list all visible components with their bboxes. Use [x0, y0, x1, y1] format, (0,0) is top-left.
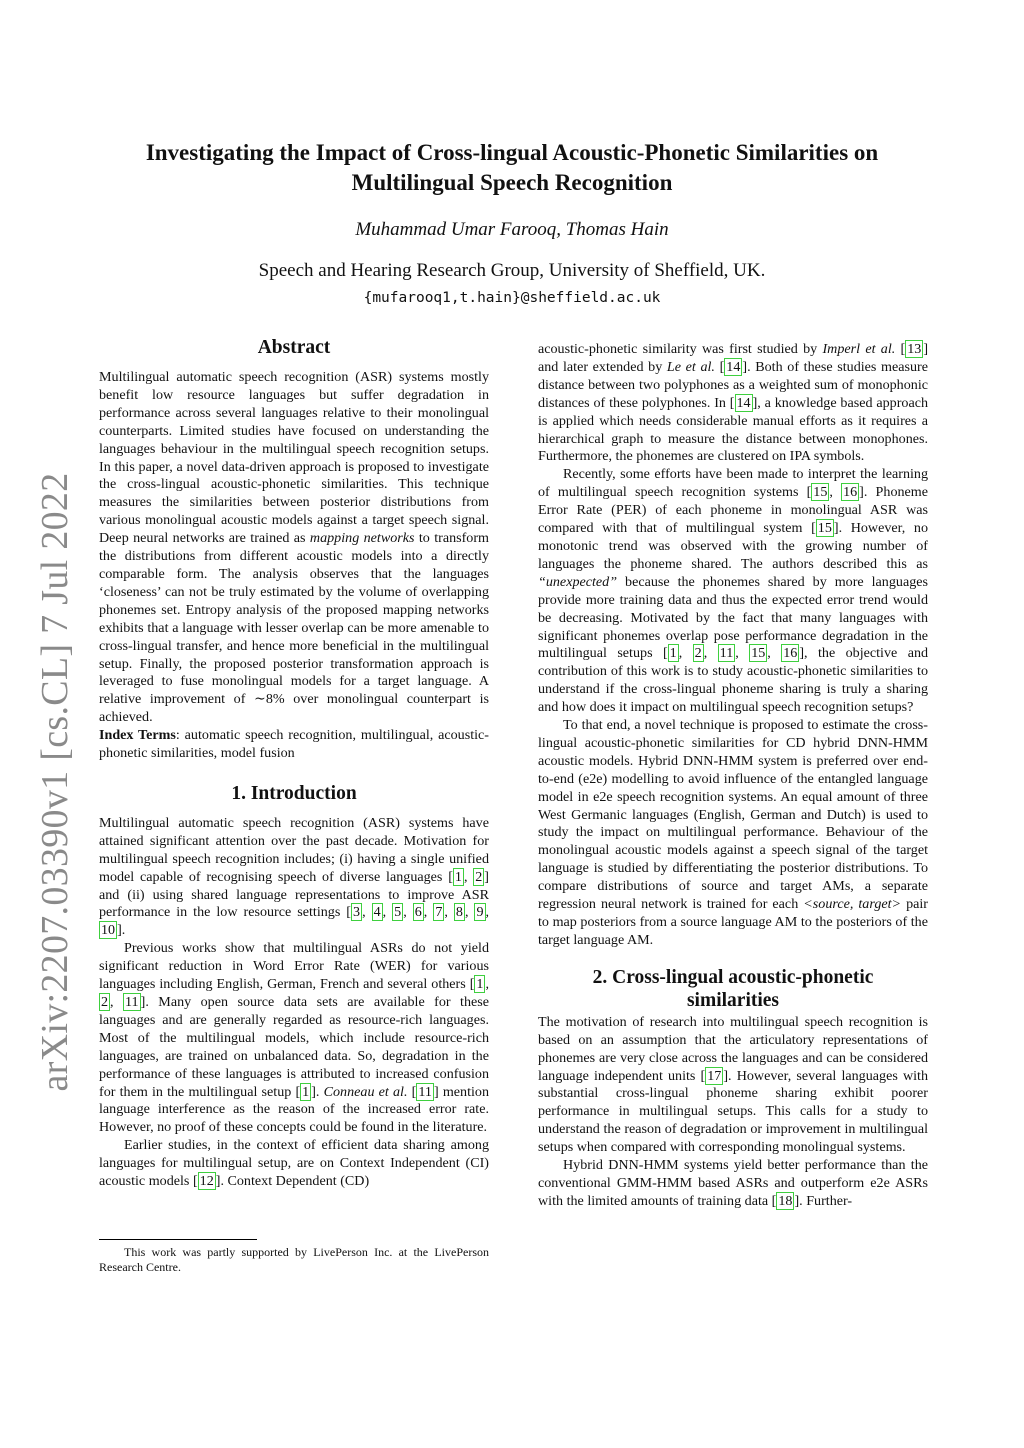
- citation-link[interactable]: 11: [125, 994, 139, 1010]
- citation-link[interactable]: 17: [707, 1067, 722, 1084]
- index-terms-text: : automatic speech recognition, multilingual, acoustic-phonetic similarities, model fusion: [99, 727, 489, 762]
- abstract-text: Multilingual automatic speech recognition (ASR) systems mostly benefit low resource languages but suffer degradation in performance across several languages relative to their monolingual counterparts. Limited studies have focused on understanding the languages behaviour in the multilingual speech recognition setups. In this paper, a novel data-driven approach is proposed to investigate the cross-lingual acoustic-phonetic similarities. This technique measures the similarities between posterior distributions from various monolingual acoustic models against a target speech signal. Deep neural networks are trained as: [99, 369, 489, 547]
- body-text: . However, several languages with substantial cross-lingual phoneme sharing exhibit poorer performance in multilingual setups. This calls for a study to understand the reason of degradation or improvement in multilingual setups when compared with corresponding monolingual systems.: [538, 1067, 928, 1156]
- abstract-body: [99, 369, 489, 727]
- body-text: , the objective and contribution of this work is to study acoustic-phonetic similarities to understand if the cross-lingual phoneme sharing is truly a sharing and how does it impact on multilingual speech recognition setups?: [538, 645, 929, 716]
- body-text: and later extended by: [538, 358, 663, 375]
- citation-link[interactable]: 2: [475, 868, 483, 885]
- section-2-heading-line-2: similarities: [686, 989, 780, 1011]
- intro-paragraph-3: Earlier studies, in the context of efficient data sharing among languages for multilingual setup, are on Context Independent (CI) acoustic models [ 12 ]. Context Dependent (CD): [99, 1137, 489, 1190]
- title-line-1: Investigating the Impact of Cross-lingual Acoustic-Phonetic Similarities on: [145, 140, 879, 165]
- abstract-heading: Abstract: [257, 337, 331, 358]
- citation-link[interactable]: 13: [907, 341, 922, 357]
- citation-link[interactable]: 16: [783, 645, 798, 662]
- citation-link[interactable]: 7: [435, 904, 443, 921]
- citation-link[interactable]: 8: [455, 904, 463, 921]
- footnote: This work was partly supported by LivePerson Inc. at the LivePerson Research Centre.: [99, 1245, 489, 1274]
- section-2-paragraph-1: The motivation of research into multilingual speech recognition is based on an assumption that the articulatory representations of phonemes are very close across the languages and can be considered language independent units [ 17 ]. However, several languages with substantial cross-lingual phoneme sharing exhibit poorer performance in multilingual setups. This calls for a study to understand the reason of degradation or improvement in multilingual setups when compared with corresponding monolingual systems.: [538, 1013, 928, 1156]
- body-text: Hybrid DNN-HMM systems yield better performance than the conventional GMM-HMM based ASRs and outperform e2e ASRs with the limited amounts of training data: [538, 1157, 928, 1209]
- body-italic: Le et al.: [666, 358, 715, 375]
- body-text: pair to map posteriors from a source language AM to the posteriors of the target language AM.: [538, 896, 928, 948]
- citation-link[interactable]: 1: [476, 976, 484, 993]
- left-column: [99, 333, 489, 1191]
- abstract-italic: mapping networks: [309, 530, 415, 547]
- email: {mufarooq1,t.hain}@sheffield.ac.uk: [363, 290, 661, 306]
- citation-link[interactable]: 11: [719, 645, 734, 662]
- section-2-heading: [538, 966, 928, 1012]
- citation-link[interactable]: 3: [353, 904, 361, 921]
- citation-link[interactable]: 4: [373, 904, 381, 921]
- title-line-2: Multilingual Speech Recognition: [351, 170, 673, 195]
- arxiv-identifier: arXiv:2207.03390v1 [cs.CL] 7 Jul 2022: [34, 472, 76, 1092]
- citation-link[interactable]: 15: [817, 520, 832, 537]
- body-text: acoustic-phonetic similarity was first studied by: [538, 341, 818, 357]
- body-text: . Phoneme Error Rate (PER) of each phoneme in monolingual ASR was compared with that of multilingual system: [538, 484, 929, 537]
- citation-link[interactable]: 5: [394, 904, 402, 921]
- right-column: [538, 341, 928, 1211]
- intro-text: . Context Dependent (CD): [220, 1173, 370, 1190]
- citation-link[interactable]: 9: [476, 904, 484, 921]
- body-text: Recently, some efforts have been made to interpret the learning of multilingual speech recognition systems: [538, 466, 928, 501]
- right-paragraph-1: acoustic-phonetic similarity was first studied by Imperl et al. [ 13 ] and later extended by Le et al. [ 14 ]. Both of these studies measure distance between two polyphones as a weighted sum of monophonic distances of these polyphones. In [ 14 ], a knowledge based approach is applied which needs considerable manual efforts as it requires a hierarchical graph to measure the distance between monophones. Furthermore, the phonemes are clustered on IPA symbols.: [538, 341, 929, 465]
- intro-text: mention language interference as the reason of the increased error rate. However, no proof of these concepts could be found in the literature.: [99, 1083, 490, 1136]
- authors: Muhammad Umar Farooq, Thomas Hain: [355, 219, 669, 240]
- body-text: To that end, a novel technique is proposed to estimate the cross-lingual acoustic-phonetic similarities for CD hybrid DNN-HMM acoustic models. Hybrid DNN-HMM system is preferred over end-to-end (e2e) modelling to avoid influence of the entangled language model in e2e speech recognition systems. An equal amount of three West Germanic languages (English, German and Dutch) is used to study the impact on multilingual performance. Behaviour of the monolingual acoustic models against a speech signal of the target language is studied by differentiating the posterior distributions. To compare distributions of source and target AMs, a separate regression neural network is trained for each: [538, 717, 928, 913]
- citation-link[interactable]: 10: [101, 922, 116, 939]
- affiliation: Speech and Hearing Research Group, University of Sheffield, UK.: [258, 260, 766, 281]
- right-paragraph-3: [538, 717, 928, 950]
- citation-link[interactable]: 11: [418, 1083, 432, 1100]
- citation-link[interactable]: 15: [813, 484, 828, 501]
- intro-text: Previous works show that multilingual ASRs do not yield significant reduction in Word Error Rate (WER) for various languages including English, German, French and several others: [99, 940, 489, 993]
- citation-link[interactable]: 14: [736, 394, 751, 411]
- citation-link[interactable]: 15: [751, 645, 766, 662]
- intro-paragraph-1: Multilingual automatic speech recognition (ASR) systems have attained significant attention over the past decade. Motivation for multilingual speech recognition includes; (i) having a single unified model capable of recognising speech of diverse languages [ 1 , 2 ] and (ii) using shared language representations to improve ASR performance in the low resource settings [ 3 , 4 , 5 , 6 , 7 , 8 , 9 , 10 ].: [99, 814, 490, 939]
- body-italic: Imperl et al.: [822, 341, 896, 357]
- body-text: , a knowledge based approach is applied which needs considerable manual efforts as it requires a hierarchical graph to measure the distance between monophones. Furthermore, the phonemes are clustered on IPA symbols.: [538, 394, 929, 465]
- section-1-heading: 1. Introduction: [231, 782, 357, 804]
- body-text: . However, no monotonic trend was observed with the growing number of languages the phoneme shared. The authors described this as: [538, 520, 929, 572]
- citation-link[interactable]: 18: [778, 1192, 793, 1209]
- intro-paragraph-2: Previous works show that multilingual ASRs do not yield significant reduction in Word Error Rate (WER) for various languages including English, German, French and several others [ 1 , 2 , 11 ]. Many open source data sets are available for these languages and are generally regarded as resource-rich languages. Most of the multilingual models, which include resource-rich languages, are trained on unbalanced data. So, degradation in the performance of these languages is attributed to increased confusion for them in the multilingual setup [ 1 ]. Conneau et al. [ 11 ] mention language interference as the reason of the increased error rate. However, no proof of these concepts could be found in the literature.: [99, 940, 490, 1136]
- intro-text: . Many open source data sets are available for these languages and are generally regarded as resource-rich languages. Most of the multilingual models, which include resource-rich languages, are trained on unbalanced data. So, degradation in the performance of these languages is attributed to increased confusion for them in the multilingual setup: [99, 994, 490, 1100]
- section-2-paragraph-2: Hybrid DNN-HMM systems yield better performance than the conventional GMM-HMM based ASRs and outperform e2e ASRs with the limited amounts of training data [ 18 ]. Further-: [538, 1157, 928, 1209]
- intro-text: and (ii) using shared language representations to improve ASR performance in the low resource settings: [99, 886, 489, 921]
- intro-italic: Conneau et al.: [323, 1083, 408, 1100]
- body-italic: “unexpected”: [538, 573, 618, 590]
- citation-link[interactable]: 6: [414, 904, 422, 921]
- citation-link[interactable]: 1: [302, 1083, 310, 1100]
- section-2-heading-line-1: 2. Cross-lingual acoustic-phonetic: [592, 966, 874, 988]
- citation-link[interactable]: 1: [669, 645, 677, 662]
- footnote-rule: [99, 1239, 257, 1240]
- body-text: . Both of these studies measure distance between two polyphones as a weighted sum of monophonic distances of these polyphones. In: [538, 358, 928, 411]
- body-text: because the phonemes shared by more languages provide more training data and thus the expected error trend would be decreasing. Motivated by the fact that many languages with significant phonemes overlap pose performance degradation in the multilingual setups: [538, 573, 928, 662]
- paper-title: [90, 138, 934, 198]
- citation-link[interactable]: 2: [101, 994, 109, 1010]
- body-italic: <source, target>: [803, 896, 902, 913]
- citation-link[interactable]: 1: [454, 868, 462, 885]
- citation-link[interactable]: 16: [843, 484, 858, 501]
- body-text: . Further-: [799, 1192, 853, 1209]
- intro-text: Multilingual automatic speech recognition (ASR) systems have attained significant attention over the past decade. Motivation for multilingual speech recognition includes; (i) having a single unified model capable of recognising speech of diverse languages: [99, 814, 489, 885]
- body-text: The motivation of research into multilingual speech recognition is based on an assumption that the articulatory representations of phonemes are very close across the languages and can be considered language independent units: [538, 1013, 928, 1084]
- abstract-text-2: to transform the distributions from different acoustic models into a directly comparable form. The analysis observes that the languages ‘closeness’ can not be truly estimated by the volume of overlapping phonemes set. Entropy analysis of the proposed mapping networks exhibits that a language with lesser overlap can be more amenable to cross-lingual transfer, and hence more beneficial in the multilingual setup. Finally, the proposed posterior transformation approach is leveraged to fuse monolingual models for a target language. A relative improvement of ∼8% over monolingual counterpart is achieved.: [99, 530, 489, 726]
- right-paragraph-2: Recently, some efforts have been made to interpret the learning of multilingual speech recognition systems [ 15 , 16 ]. Phoneme Error Rate (PER) of each phoneme in monolingual ASR was compared with that of multilingual system [ 15 ]. However, no monotonic trend was observed with the growing number of languages the phoneme shared. The authors described this as “unexpected” because the phonemes shared by more languages provide more training data and thus the expected error trend would be decreasing. Motivated by the fact that many languages with significant phonemes overlap pose performance degradation in the multilingual setups [ 1 , 2 , 11 , 15 , 16 ], the objective and contribution of this work is to study acoustic-phonetic similarities to understand if the cross-lingual phoneme sharing is truly a sharing and how does it impact on multilingual speech recognition setups?: [538, 466, 929, 716]
- index-terms: [99, 727, 489, 763]
- citation-link[interactable]: 14: [726, 358, 741, 375]
- citation-link[interactable]: 2: [694, 645, 702, 662]
- citation-link[interactable]: 12: [199, 1173, 214, 1190]
- intro-text: Earlier studies, in the context of efficient data sharing among languages for multilingual setup, are on Context Independent (CI) acoustic models: [99, 1137, 489, 1190]
- index-terms-label: Index Terms: [99, 727, 176, 744]
